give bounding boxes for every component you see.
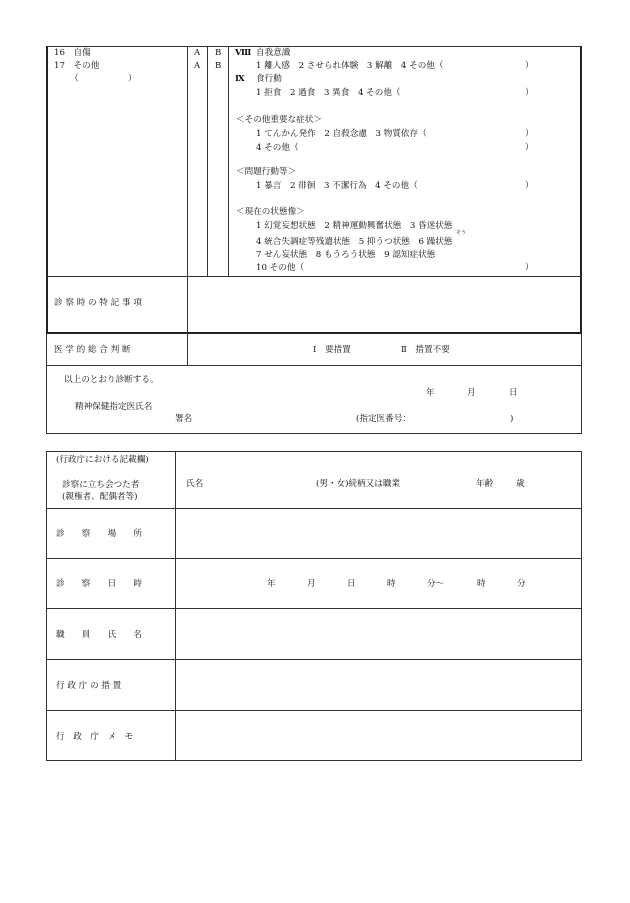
- grade-b-16: B: [215, 48, 222, 58]
- close-paren: ）: [525, 143, 534, 153]
- admin-row-line-5: [46, 710, 582, 711]
- judgment-divider: [187, 334, 188, 366]
- designation-number-close: ): [510, 414, 514, 424]
- grade-a-16: A: [194, 48, 201, 58]
- witness-age-unit: 歳: [516, 479, 525, 489]
- problem-line1: 1 暴言 2 徘徊 3 不潔行為 4 その他（: [256, 181, 418, 191]
- item-17-paren-close: ）: [128, 74, 137, 84]
- other-symptoms-line1: 1 てんかん発作 2 自殺念慮 3 物質依存（: [256, 129, 427, 139]
- admin-row-line-2: [46, 558, 582, 559]
- declaration-year: 年: [426, 388, 435, 398]
- declaration-month: 月: [467, 388, 476, 398]
- close-paren: ）: [525, 88, 534, 98]
- exam-date-hour: 時: [387, 579, 396, 589]
- close-paren: ）: [525, 263, 534, 273]
- ruby-sou: そう: [456, 230, 467, 236]
- judgment-option-not-required[interactable]: Ⅱ 措置不要: [401, 345, 450, 355]
- exam-date-day: 日: [347, 579, 356, 589]
- grade-col-left-line: [187, 46, 188, 276]
- section-ix-title: 食行動: [256, 74, 282, 84]
- other-symptoms-line2: 4 その他（: [256, 143, 299, 153]
- close-paren: ）: [525, 61, 534, 71]
- section-ix-options: 1 拒食 2 過食 3 異食 4 その他（: [256, 88, 401, 98]
- current-state-line1: 1 幻覚妄想状態 2 精神運動興奮状態 3 昏迷状態: [256, 221, 453, 231]
- admin-section-label: (行政庁における記載欄): [56, 455, 149, 465]
- staff-name-field[interactable]: [177, 610, 580, 657]
- admin-row-line-1: [46, 508, 582, 509]
- problem-heading: ＜問題行動等＞: [236, 167, 297, 177]
- special-notes-top-line: [46, 276, 582, 277]
- designation-number-label: (指定医番号：: [356, 414, 411, 424]
- declaration-day: 日: [509, 388, 518, 398]
- section-viii-options: 1 離人感 2 させられ体験 3 解離 4 その他（: [256, 61, 444, 71]
- item-16-self-harm: 16 自傷: [54, 48, 91, 58]
- witness-label-line2: (親権者、配偶者等): [62, 492, 138, 502]
- section-viii-title: 自我意識: [256, 48, 291, 58]
- witness-label-line1: 診察に立ち会つた者: [62, 480, 140, 490]
- admin-measure-label: 行 政 庁 の 措 置: [56, 681, 122, 691]
- grade-b-17: B: [215, 61, 222, 71]
- staff-name-label: 職 員 氏 名: [56, 630, 142, 640]
- grade-col-mid-line: [207, 46, 208, 276]
- section-ix-number: Ⅸ: [235, 74, 245, 84]
- witness-name-label: 氏名: [186, 479, 204, 489]
- exam-datetime-label: 診 察 日 時: [56, 579, 142, 589]
- admin-row-line-3: [46, 608, 582, 609]
- exam-place-label: 診 察 場 所: [56, 529, 142, 539]
- admin-memo-label: 行 政 庁 メ モ: [56, 732, 134, 742]
- special-notes-divider: [187, 276, 188, 333]
- admin-row-line-4: [46, 659, 582, 660]
- current-state-line3: 7 せん妄状態 8 もうろう状態 9 認知症状態: [256, 250, 436, 260]
- grade-a-17: A: [194, 61, 201, 71]
- witness-age-label: 年齢: [476, 479, 494, 489]
- doctor-name-label: 精神保健指定医氏名: [75, 402, 153, 412]
- item-17-other: 17 その他: [54, 61, 100, 71]
- exam-date-minute-end: 分: [517, 579, 526, 589]
- special-notes-field[interactable]: [189, 278, 580, 332]
- special-notes-label: 診 察 時 の 特 記 事 項: [54, 298, 142, 308]
- grade-col-right-line: [228, 46, 229, 276]
- current-state-line2: 4 統合失調症等残遺状態 5 抑うつ状態 6 躁状態: [256, 237, 453, 247]
- admin-memo-field[interactable]: [177, 712, 580, 759]
- admin-measure-field[interactable]: [177, 661, 580, 708]
- exam-place-field[interactable]: [177, 510, 580, 556]
- signature-label: 署名: [175, 414, 193, 424]
- exam-date-year: 年: [267, 579, 276, 589]
- admin-label-divider: [175, 451, 176, 761]
- close-paren: ）: [525, 129, 534, 139]
- current-state-line4: 10 その他（: [256, 263, 305, 273]
- current-state-heading: ＜現在の状態像＞: [236, 207, 305, 217]
- section-viii-number: Ⅷ: [235, 48, 252, 58]
- close-paren: ）: [525, 181, 534, 191]
- judgment-option-required[interactable]: Ⅰ 要措置: [313, 345, 351, 355]
- declaration-text: 以上のとおり診断する。: [64, 375, 159, 385]
- exam-date-hour-end: 時: [477, 579, 486, 589]
- exam-date-minute-range: 分～: [427, 579, 445, 589]
- witness-relation-label: (男・女)続柄又は職業: [316, 479, 401, 489]
- item-17-paren-open: （: [70, 74, 79, 84]
- exam-date-month: 月: [307, 579, 316, 589]
- judgment-label: 医 学 的 総 合 判 断: [54, 345, 131, 355]
- other-symptoms-heading: ＜その他重要な症状＞: [236, 115, 322, 125]
